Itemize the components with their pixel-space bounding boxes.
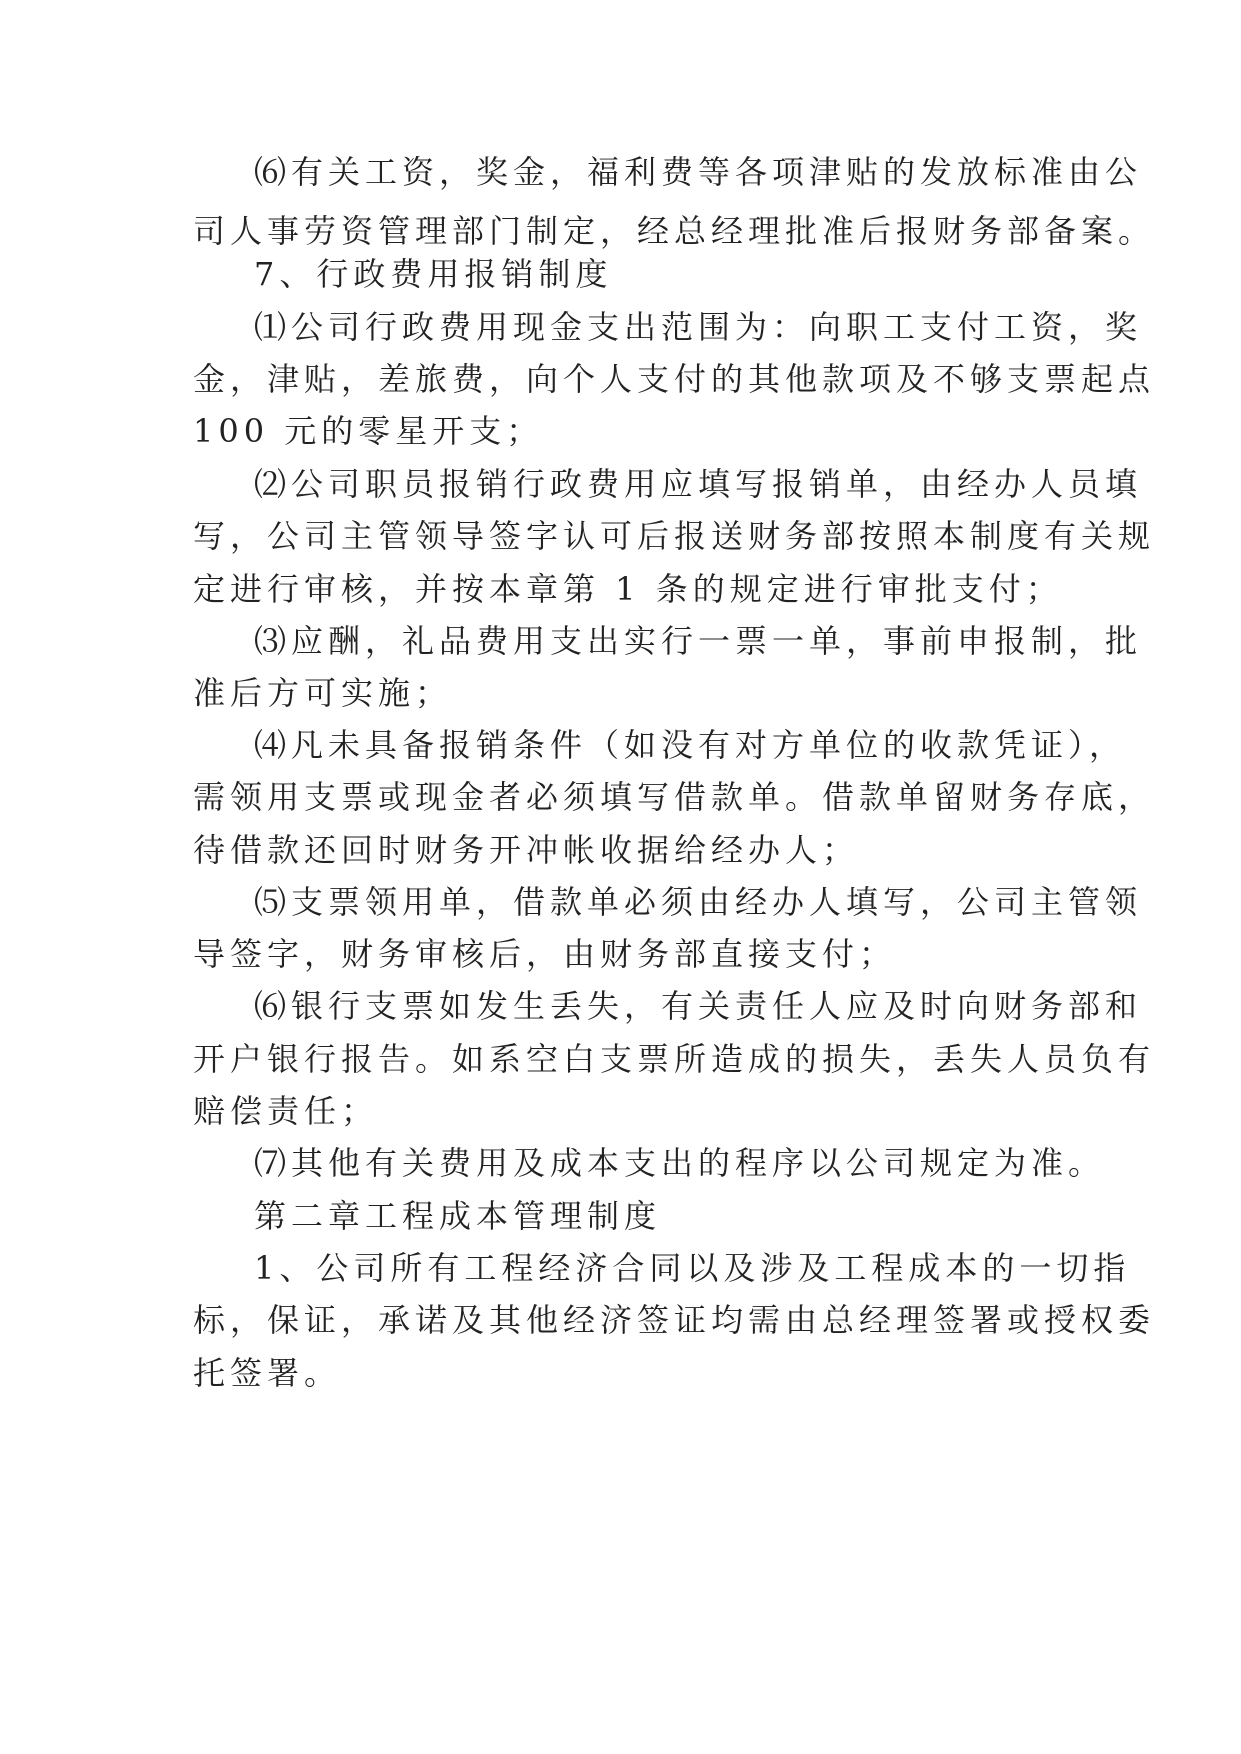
text-line: 1、公司所有工程经济合同以及涉及工程成本的一切指 [254, 1249, 1131, 1287]
text-line: 100 元的零星开支； [193, 412, 544, 450]
section-heading: 第二章工程成本管理制度 [254, 1197, 662, 1235]
text-line: ⑹有关工资，奖金，福利费等各项津贴的发放标准由公 [254, 153, 1143, 191]
text-line: 司人事劳资管理部门制定，经总经理批准后报财务部备案。 [193, 212, 1156, 250]
text-line: 导签字，财务审核后，由财务部直接支付； [193, 935, 897, 973]
text-line: 开户银行报告。如系空白支票所造成的损失，丢失人员负有 [193, 1040, 1156, 1078]
text-line: 托签署。 [193, 1354, 342, 1392]
text-line: ⑵公司职员报销行政费用应填写报销单，由经办人员填 [254, 465, 1143, 503]
text-line: 需领用支票或现金者必须填写借款单。借款单留财务存底， [193, 778, 1156, 816]
text-line: ⑴公司行政费用现金支出范围为：向职工支付工资，奖 [254, 308, 1143, 346]
text-line: 赔偿责任； [193, 1092, 379, 1130]
text-line: ⑶应酬，礼品费用支出实行一票一单，事前申报制，批 [254, 622, 1143, 660]
text-line: 标，保证，承诺及其他经济签证均需由总经理签署或授权委 [193, 1301, 1156, 1339]
text-line: ⑺其他有关费用及成本支出的程序以公司规定为准。 [254, 1144, 1106, 1182]
text-line: ⑷凡未具备报销条件（如没有对方单位的收款凭证）， [254, 726, 1127, 764]
text-line: ⑹银行支票如发生丢失，有关责任人应及时向财务部和 [254, 987, 1143, 1025]
text-line: ⑸支票领用单，借款单必须由经办人填写，公司主管领 [254, 883, 1143, 921]
text-line: 7、行政费用报销制度 [254, 255, 613, 293]
text-line: 定进行审核，并按本章第 1 条的规定进行审批支付； [193, 570, 1063, 608]
text-line: 准后方可实施； [193, 674, 453, 712]
text-line: 写，公司主管领导签字认可后报送财务部按照本制度有关规 [193, 517, 1156, 555]
text-line: 金，津贴，差旅费，向个人支付的其他款项及不够支票起点 [193, 360, 1156, 398]
text-line: 待借款还回时财务开冲帐收据给经办人； [193, 831, 860, 869]
